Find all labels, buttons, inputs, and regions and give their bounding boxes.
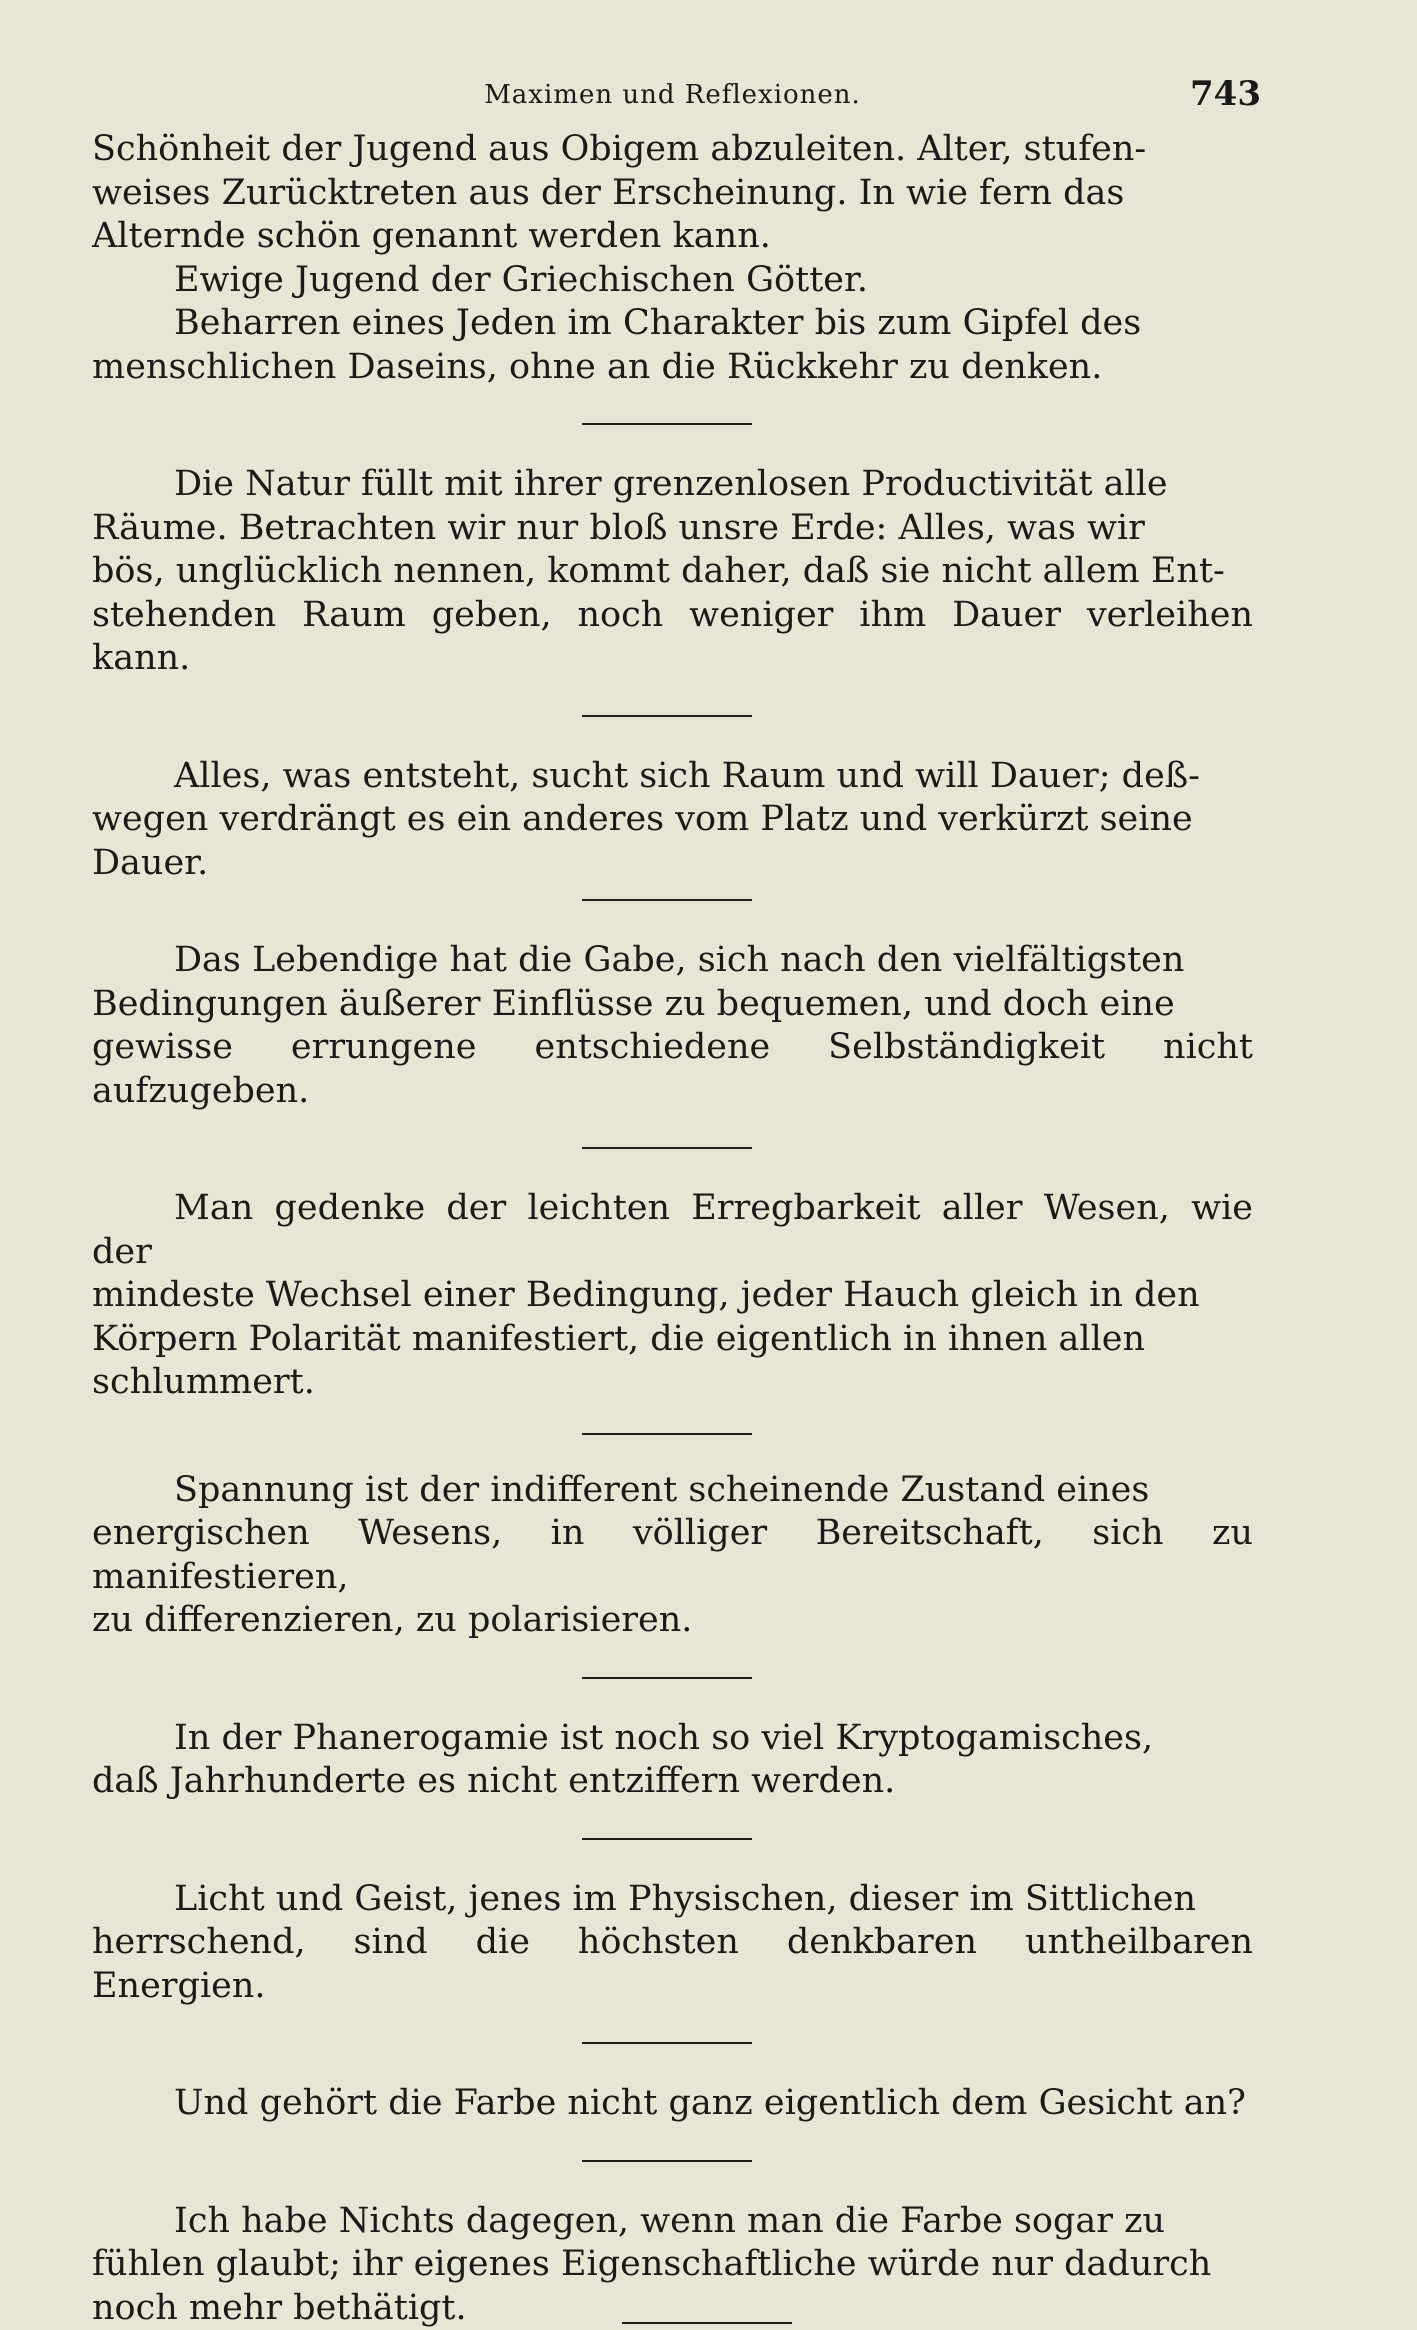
separator-rule [582,1677,752,1679]
separator-rule [582,2042,752,2044]
paragraph-12: Ich habe Nichts dagegen, wenn man die Farbe sogar zu fühlen glaubt; ihr eigenes Eigenschaftliche würde nur dadurch noch mehr bethätigt. [92,2200,1253,2330]
paragraph-6: Das Lebendige hat die Gabe, sich nach den vielfältigsten Bedingungen äußerer Einflüsse zu bequemen, und doch eine gewisse errungene entschiedene Selbständigkeit nicht aufzugeben. [92,939,1253,1113]
paragraph-4: Die Natur füllt mit ihrer grenzenlosen Productivität alle Räume. Betrachten wir nur bloß unsre Erde: Alles, was wir bös, unglücklich nennen, kommt daher, daß sie nicht allem Ent- stehenden Raum geben, noch weniger ihm Dauer verleihen kann. [92,463,1253,681]
separator-rule [622,2322,792,2324]
page-header [92,72,1253,128]
paragraph-8: Spannung ist der indifferent scheinende Zustand eines energischen Wesens, in völliger Bereitschaft, sich zu manifestieren, zu differenzieren, zu polarisieren. [92,1469,1253,1643]
separator-rule [582,1433,752,1435]
page-number: 743 [1190,74,1261,114]
separator-rule [582,1147,752,1149]
paragraph-7: Man gedenke der leichten Erregbarkeit aller Wesen, wie der mindeste Wechsel einer Bedingung, jeder Hauch gleich in den Körpern Polarität manifestiert, die eigentlich in ihnen allen schlummert. [92,1187,1253,1405]
paragraph-11: Und gehört die Farbe nicht ganz eigentlich dem Gesicht an? [92,2082,1253,2126]
paragraph-2: Ewige Jugend der Griechischen Götter. [92,259,1253,303]
paragraph-5: Alles, was entsteht, sucht sich Raum und will Dauer; deß- wegen verdrängt es ein anderes vom Platz und verkürzt seine Dauer. [92,755,1253,886]
separator-rule [582,423,752,425]
paragraph-3: Beharren eines Jeden im Charakter bis zum Gipfel des menschlichen Daseins, ohne an die Rückkehr zu denken. [92,302,1253,389]
separator-rule [582,715,752,717]
paragraph-9: In der Phanerogamie ist noch so viel Kryptogamisches, daß Jahrhunderte es nicht entziffern werden. [92,1717,1253,1804]
separator-rule [582,899,752,901]
running-title: Maximen und Reflexionen. [92,80,1253,110]
paragraph-1: Schönheit der Jugend aus Obigem abzuleiten. Alter, stufen- weises Zurücktreten aus der Erscheinung. In wie fern das Alternde schön genannt werden kann. [92,128,1253,259]
separator-rule [582,2160,752,2162]
paragraph-10: Licht und Geist, jenes im Physischen, dieser im Sittlichen herrschend, sind die höchsten denkbaren untheilbaren Energien. [92,1878,1253,2009]
separator-rule [582,1838,752,1840]
